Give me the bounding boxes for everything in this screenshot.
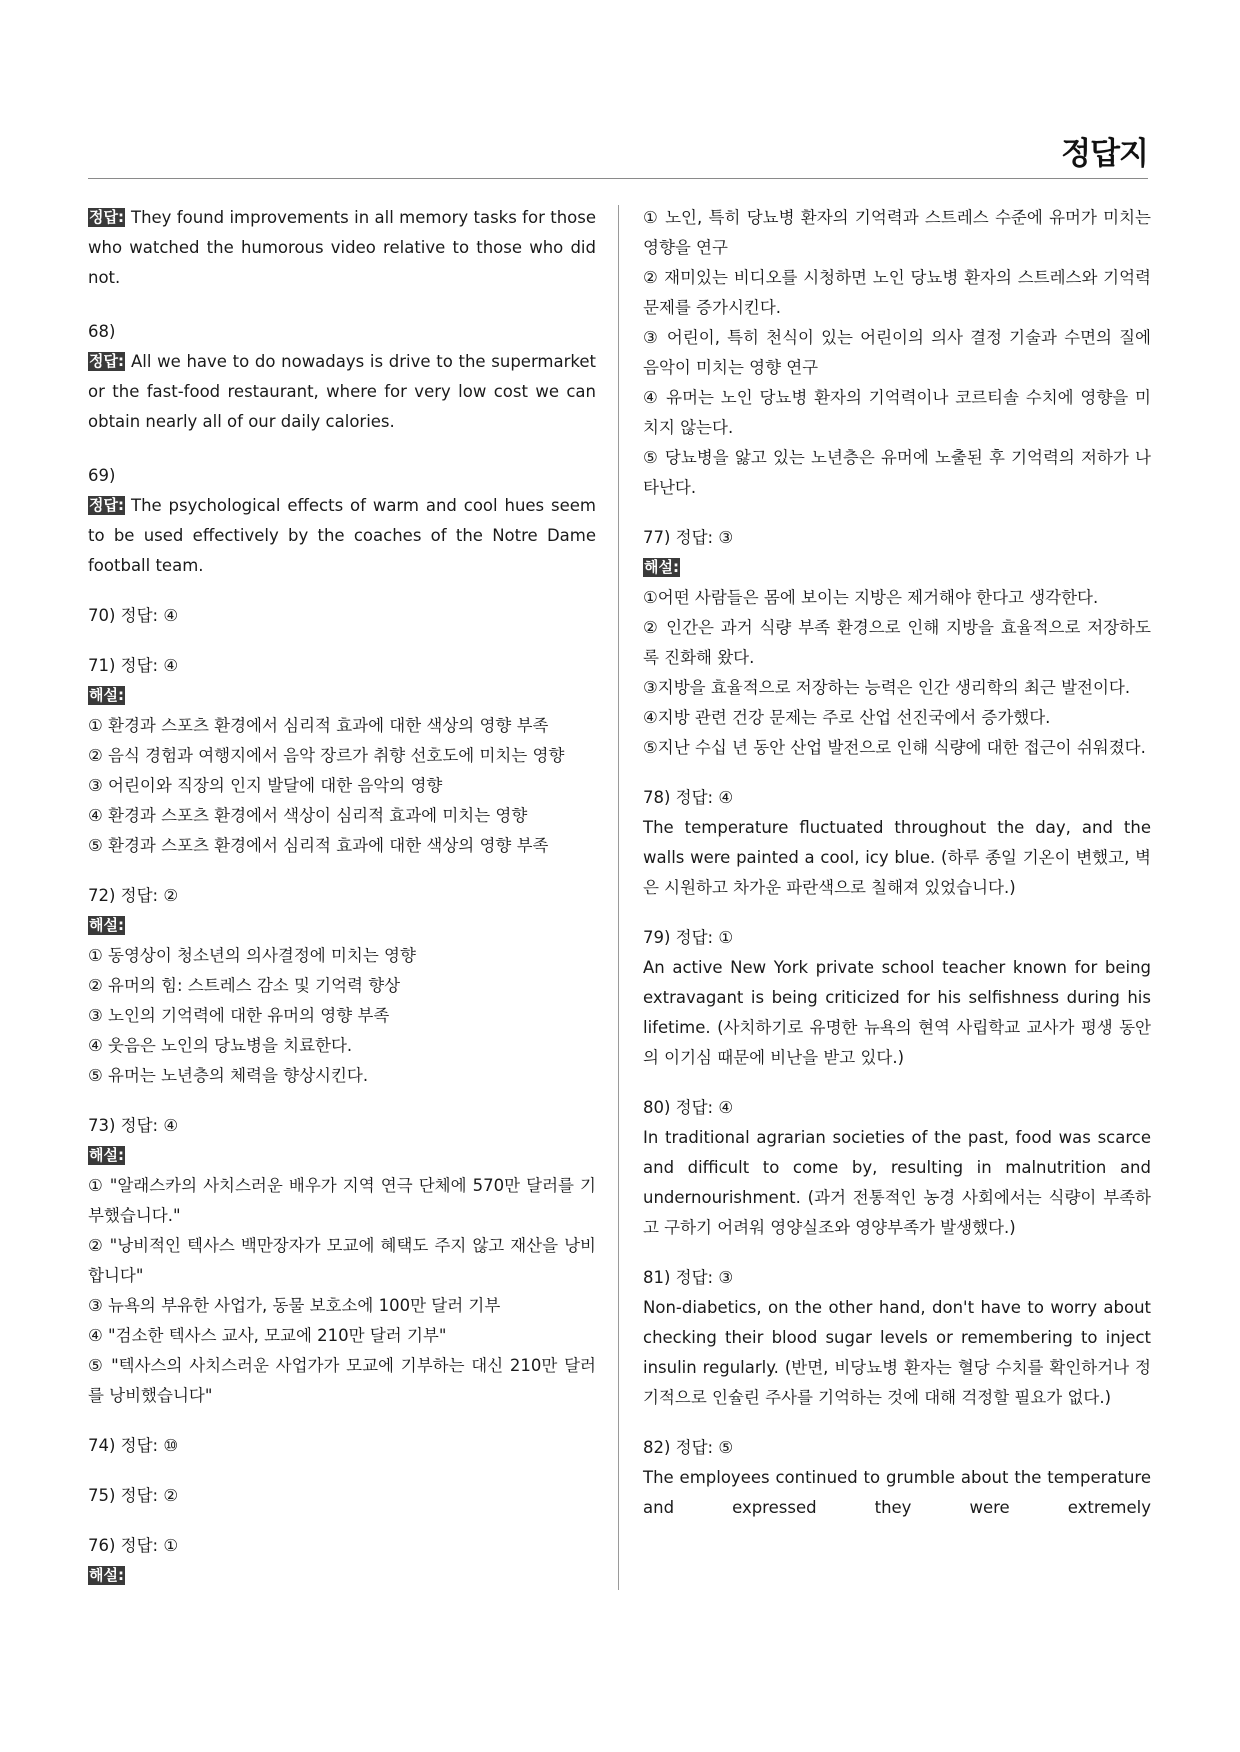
option-5: ⑤ 당뇨병을 앓고 있는 노년층은 유머에 노출된 후 기억력의 저하가 나타난다. <box>643 448 1151 497</box>
question-number: 68) <box>88 322 116 341</box>
option-3: ③ 노인의 기억력에 대한 유머의 영향 부족 <box>88 1006 390 1025</box>
page-title: 정답지 <box>1061 136 1148 172</box>
option-4: ④ 웃음은 노인의 당뇨병을 치료한다. <box>88 1036 353 1055</box>
answer-76 <box>88 1531 596 1591</box>
answer-68-body <box>88 347 596 437</box>
answer-80-text: In traditional agrarian societies of the past, food was scarce and difficult to come by, resulting in malnutrition and undernourishment. (과거 전통적인 농경 사회에서는 식량이 부족하고 구하기 어려워 영양실조와 영양부족가 발생했다.) <box>643 1128 1151 1237</box>
explanation-tag: 해설: <box>644 558 679 576</box>
answer-73 <box>88 1111 596 1411</box>
column-divider <box>618 205 619 1590</box>
answer-72 <box>88 881 596 1091</box>
answer-67-body <box>88 203 596 293</box>
explanation-tag: 해설: <box>89 916 124 934</box>
answer-82-text: The employees continued to grumble about the temperature and expressed they were extremely <box>643 1468 1151 1517</box>
option-1: ①어떤 사람들은 몸에 보이는 지방은 제거해야 한다고 생각한다. <box>643 588 1099 607</box>
option-3: ③지방을 효율적으로 저장하는 능력은 인간 생리학의 최근 발전이다. <box>643 678 1131 697</box>
answer-heading: 79) 정답: ① <box>643 928 734 947</box>
right-column <box>643 203 1151 1541</box>
explanation-tag: 해설: <box>89 1566 124 1584</box>
answer-heading: 71) 정답: ④ <box>88 656 179 675</box>
answer-69-body <box>88 491 596 581</box>
option-5: ⑤ 환경과 스포츠 환경에서 심리적 효과에 대한 색상의 영향 부족 <box>88 836 549 855</box>
option-2: ② "낭비적인 텍사스 백만장자가 모교에 혜택도 주지 않고 재산을 낭비합니다" <box>88 1236 596 1285</box>
answer-heading: 76) 정답: ① <box>88 1536 179 1555</box>
answer-76-explanation <box>643 203 1151 503</box>
option-4: ④ 환경과 스포츠 환경에서 색상이 심리적 효과에 미치는 영향 <box>88 806 528 825</box>
explanation-tag: 해설: <box>89 686 124 704</box>
answer-77 <box>643 523 1151 763</box>
answer-79 <box>643 923 1151 1073</box>
answer-heading: 74) 정답: ⑩ <box>88 1436 179 1455</box>
answer-75 <box>88 1481 596 1511</box>
answer-81 <box>643 1263 1151 1413</box>
option-3: ③ 뉴욕의 부유한 사업가, 동물 보호소에 100만 달러 기부 <box>88 1296 501 1315</box>
answer-69-text: The psychological effects of warm and cool hues seem to be used effectively by the coaches of the Notre Dame football team. <box>88 496 596 575</box>
answer-68-text: All we have to do nowadays is drive to the supermarket or the fast-food restaurant, where for very low cost we can obtain nearly all of our daily calories. <box>88 352 596 431</box>
option-2: ② 재미있는 비디오를 시청하면 노인 당뇨병 환자의 스트레스와 기억력 문제를 증가시킨다. <box>643 268 1151 317</box>
option-5: ⑤ 유머는 노년층의 체력을 향상시킨다. <box>88 1066 369 1085</box>
option-4: ④ 유머는 노인 당뇨병 환자의 기억력이나 코르티솔 수치에 영향을 미치지 않는다. <box>643 388 1151 437</box>
answer-78-text: The temperature fluctuated throughout the day, and the walls were painted a cool, icy blue. (하루 종일 기온이 변했고, 벽은 시원하고 차가운 파란색으로 칠해져 있었습니다.) <box>643 818 1151 897</box>
answer-81-text: Non-diabetics, on the other hand, don't have to worry about checking their blood sugar levels or remembering to inject insulin regularly. (반면, 비당뇨병 환자는 혈당 수치를 확인하거나 정기적으로 인슐린 주사를 기억하는 것에 대해 걱정할 필요가 없다.) <box>643 1298 1151 1407</box>
answer-67 <box>88 203 596 293</box>
answer-heading: 82) 정답: ⑤ <box>643 1438 734 1457</box>
option-1: ① 노인, 특히 당뇨병 환자의 기억력과 스트레스 수준에 유머가 미치는 영향을 연구 <box>643 208 1151 257</box>
answer-68 <box>88 317 596 437</box>
option-1: ① 동영상이 청소년의 의사결정에 미치는 영향 <box>88 946 416 965</box>
title-divider <box>88 178 1148 179</box>
option-3: ③ 어린이와 직장의 인지 발달에 대한 음악의 영향 <box>88 776 443 795</box>
answer-heading: 72) 정답: ② <box>88 886 179 905</box>
answer-heading: 77) 정답: ③ <box>643 528 734 547</box>
answer-71 <box>88 651 596 861</box>
option-2: ② 인간은 과거 식량 부족 환경으로 인해 지방을 효율적으로 저장하도록 진화해 왔다. <box>643 618 1151 667</box>
left-column <box>88 203 596 1609</box>
answer-67-text: They found improvements in all memory tasks for those who watched the humorous video relative to those who did not. <box>88 208 596 287</box>
answer-heading: 73) 정답: ④ <box>88 1116 179 1135</box>
explanation-tag: 해설: <box>89 1146 124 1164</box>
answer-79-text: An active New York private school teacher known for being extravagant is being criticized for his selfishness during his lifetime. (사치하기로 유명한 뉴욕의 현역 사립학교 교사가 평생 동안의 이기심 때문에 비난을 받고 있다.) <box>643 958 1151 1067</box>
option-4: ④지방 관련 건강 문제는 주로 산업 선진국에서 증가했다. <box>643 708 1051 727</box>
option-2: ② 음식 경험과 여행지에서 음악 장르가 취향 선호도에 미치는 영향 <box>88 746 565 765</box>
option-4: ④ "검소한 텍사스 교사, 모교에 210만 달러 기부" <box>88 1326 447 1345</box>
option-5: ⑤지난 수십 년 동안 산업 발전으로 인해 식량에 대한 접근이 쉬워졌다. <box>643 738 1146 757</box>
answer-heading: 75) 정답: ② <box>88 1486 179 1505</box>
option-5: ⑤ "텍사스의 사치스러운 사업가가 모교에 기부하는 대신 210만 달러를 낭비했습니다" <box>88 1356 596 1405</box>
answer-heading: 78) 정답: ④ <box>643 788 734 807</box>
answer-69 <box>88 461 596 581</box>
answer-heading: 81) 정답: ③ <box>643 1268 734 1287</box>
answer-tag: 정답: <box>89 496 124 514</box>
answer-heading: 80) 정답: ④ <box>643 1098 734 1117</box>
question-number: 69) <box>88 466 116 485</box>
option-2: ② 유머의 힘: 스트레스 감소 및 기억력 향상 <box>88 976 401 995</box>
option-1: ① "알래스카의 사치스러운 배우가 지역 연극 단체에 570만 달러를 기부했습니다." <box>88 1176 596 1225</box>
answer-78 <box>643 783 1151 903</box>
answer-70 <box>88 601 596 631</box>
option-1: ① 환경과 스포츠 환경에서 심리적 효과에 대한 색상의 영향 부족 <box>88 716 549 735</box>
answer-tag: 정답: <box>89 208 124 226</box>
answer-82 <box>643 1433 1151 1523</box>
answer-tag: 정답: <box>89 352 124 370</box>
answer-74 <box>88 1431 596 1461</box>
option-3: ③ 어린이, 특히 천식이 있는 어린이의 의사 결정 기술과 수면의 질에 음악이 미치는 영향 연구 <box>643 328 1151 377</box>
answer-80 <box>643 1093 1151 1243</box>
answer-heading: 70) 정답: ④ <box>88 606 179 625</box>
